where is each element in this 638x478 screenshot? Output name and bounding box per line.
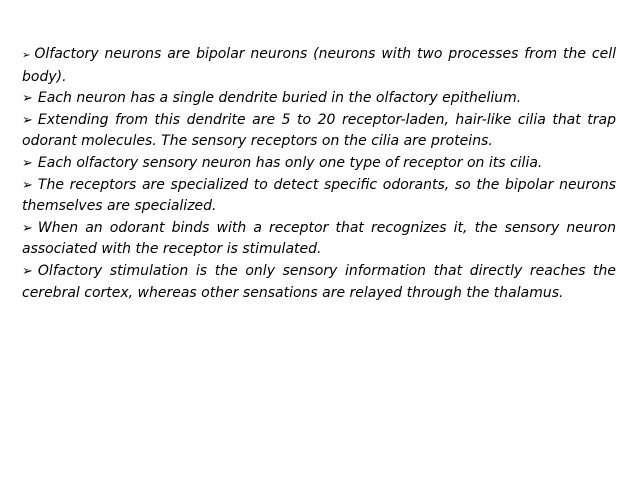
- bullet-item: [22, 175, 616, 218]
- bullet-list: [22, 44, 616, 304]
- bullet-text: Each neuron has a single dendrite buried in the olfactory epithelium.: [37, 90, 522, 107]
- bullet-text: The receptors are specialized to detect specific odorants, so the bipolar neurons themselves are specialized.: [22, 176, 616, 215]
- bullet-item: [22, 110, 616, 153]
- bullet-text: Each olfactory sensory neuron has only one type of receptor on its cilia.: [37, 154, 543, 171]
- bullet-item: [22, 88, 616, 110]
- bullet-item: [22, 261, 616, 304]
- arrowhead-bullet-icon: ➢: [22, 91, 33, 107]
- bullet-item: [22, 153, 616, 175]
- arrowhead-bullet-icon: ➢: [22, 50, 31, 61]
- bullet-text: Olfactory neurons are bipolar neurons (neurons with two processes from the cell body).: [22, 46, 616, 85]
- bullet-text: When an odorant binds with a receptor that recognizes it, the sensory neuron associated with the receptor is stimulated.: [22, 219, 616, 258]
- arrowhead-bullet-icon: ➢: [22, 220, 33, 236]
- arrowhead-bullet-icon: ➢: [22, 155, 33, 171]
- bullet-text: Olfactory stimulation is the only sensory information that directly reaches the cerebral cortex, whereas other sensations are relayed through the thalamus.: [22, 262, 616, 301]
- arrowhead-bullet-icon: ➢: [22, 263, 33, 279]
- arrowhead-bullet-icon: ➢: [22, 112, 33, 128]
- bullet-text: Extending from this dendrite are 5 to 20 receptor-laden, hair-like cilia that trap odorant molecules. The sensory receptors on the cilia are proteins.: [22, 111, 616, 150]
- bullet-item: [22, 44, 616, 88]
- arrowhead-bullet-icon: ➢: [22, 177, 33, 193]
- bullet-item: [22, 218, 616, 261]
